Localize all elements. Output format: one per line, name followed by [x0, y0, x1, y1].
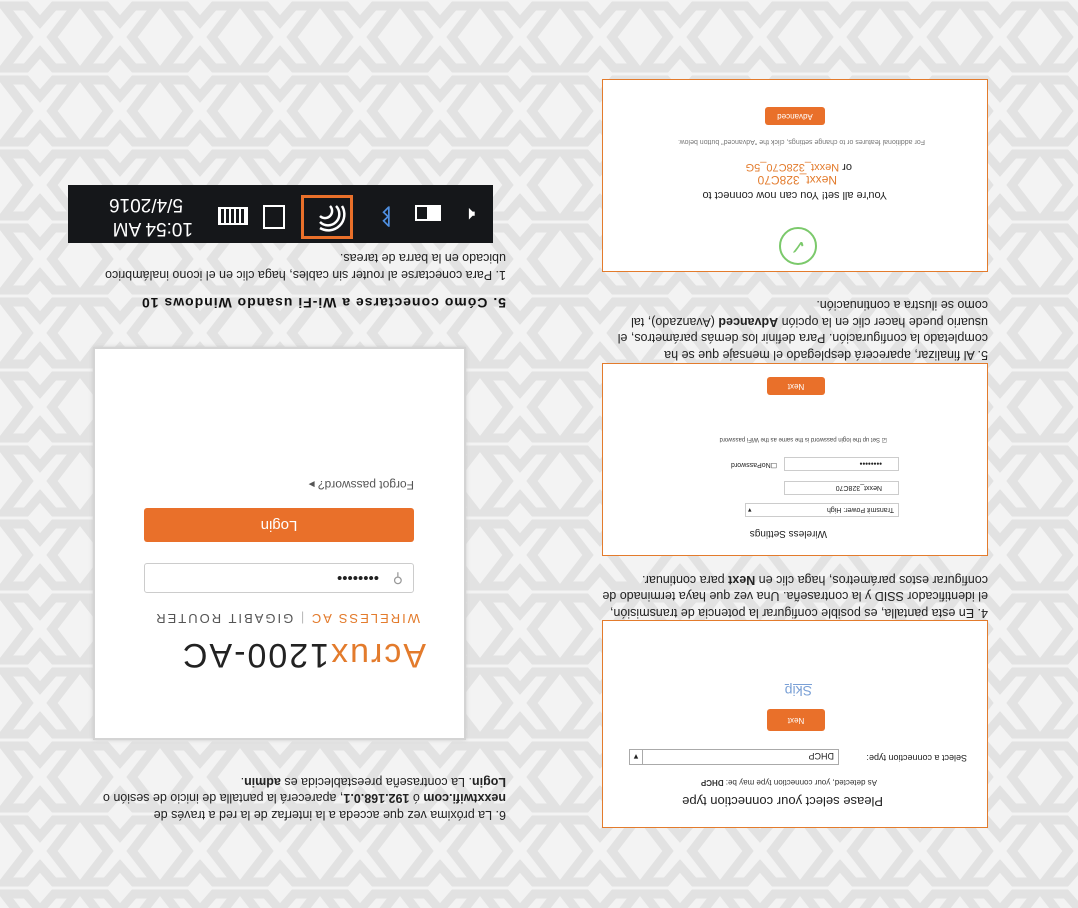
notes-icon: [263, 205, 285, 229]
advanced-note: For additional features or to change settings, click the "Advanced" button below.: [677, 138, 925, 145]
wireless-title: Wireless Settings: [749, 528, 827, 539]
complete-headline: You're all set! You can now connect to: [702, 189, 887, 201]
ssid-input[interactable]: Nexxt_328C70: [784, 481, 899, 495]
password-value: ••••••••: [336, 569, 379, 586]
wifi-icon[interactable]: [301, 195, 353, 239]
no-password-checkbox[interactable]: ☐NoPassword: [731, 461, 777, 468]
power-select[interactable]: Transmit Power: High ▾: [745, 503, 899, 517]
chevron-down-icon: ▾: [630, 749, 643, 765]
same-password-checkbox[interactable]: ☑ Set up the login password is the same as the WiFi password: [719, 436, 887, 442]
ssid-5g: Nexxt_328C70_5G: [745, 161, 840, 173]
chevron-down-icon: ▾: [748, 506, 752, 513]
brand-name: Acrux: [329, 636, 426, 674]
advanced-word: Advanced: [718, 315, 779, 329]
ssid-24: Nexxt_328C70: [757, 173, 837, 187]
wifi-password-input[interactable]: ••••••••: [784, 457, 899, 471]
wireless-next-button[interactable]: Next: [767, 377, 825, 395]
section-heading-windows: 5. Cómo conectarse a Wi-Fi usando Windows 10: [140, 295, 506, 311]
model-name: 1200-AC: [180, 636, 330, 674]
forgot-password-link[interactable]: Forgot password? ▸: [308, 478, 414, 492]
bluetooth-icon: ᛒ: [379, 204, 393, 229]
tagline-gigabit: GIGABIT ROUTER: [154, 611, 294, 626]
password-word: admin: [244, 775, 281, 789]
login-instructions: 6. La próxima vez que acceda a la interfaz de la red a través de nexxtwifi.com ó 192.168.0.1, aparecerá la pantalla de inicio de sesión o Login. La contraseña preestablecida es admin.: [102, 775, 506, 822]
check-circle-icon: ✓: [779, 227, 817, 265]
wireless-instructions: 4. En esta pantalla, es posible configurar la potencia de transmisión, el identificador SSID y la contraseña. Una vez que haya terminado de configurar estos parámetros, haga clic en Next para continuar.: [602, 573, 988, 620]
ip-text: 192.168.0.1: [343, 791, 410, 806]
skip-link[interactable]: Skip: [784, 683, 812, 699]
key-icon: ⚲: [392, 571, 403, 587]
taskbar-date: 5/4/2016: [109, 194, 183, 215]
connection-select[interactable]: DHCP ▾: [629, 749, 839, 765]
battery-icon: [415, 205, 441, 221]
advanced-button[interactable]: Advanced: [765, 107, 825, 125]
setup-complete-panel: [602, 79, 988, 272]
speaker-icon: 🔈︎: [463, 203, 475, 225]
taskbar-time: 10:54 AM: [112, 218, 193, 239]
tagline-wireless: WIRELESS AC: [309, 611, 420, 626]
keyboard-icon: [218, 207, 248, 225]
connection-select-label: Select a connection type:: [866, 753, 967, 763]
login-word: Login: [471, 775, 506, 789]
password-input[interactable]: [144, 563, 414, 593]
connection-title: Please select your connection type: [682, 794, 883, 809]
login-button[interactable]: Login: [144, 508, 414, 542]
taskbar-screenshot: [68, 185, 493, 243]
login-card: Acrux1200-AC WIRELESS AC | GIGABIT ROUTER ⚲ •••••••• Login Forgot password? ▸: [93, 347, 466, 740]
finish-instructions: 5. Al finalizar, aparecerá desplegado el mensaje que se ha completado la configuración. Para definir los demás parámetros, el usuario puede hacer clic en la opción Advanced (Avanzado), tal como se ilustra a continuación.: [617, 298, 988, 362]
connection-type-panel: [602, 620, 988, 828]
connection-next-button[interactable]: Next: [767, 709, 825, 731]
detected-text: As detected, your connection type may be: DHCP: [700, 778, 877, 787]
or-word: or: [842, 161, 852, 173]
windows-instruction: 1. Para conectarse al router sin cables, haga clic en el icono inalámbrico ubicado en la barra de tareas.: [105, 251, 506, 282]
next-word: Next: [728, 573, 756, 587]
domain-text: nexxtwifi.com: [423, 791, 506, 806]
wireless-settings-panel: [602, 363, 988, 556]
